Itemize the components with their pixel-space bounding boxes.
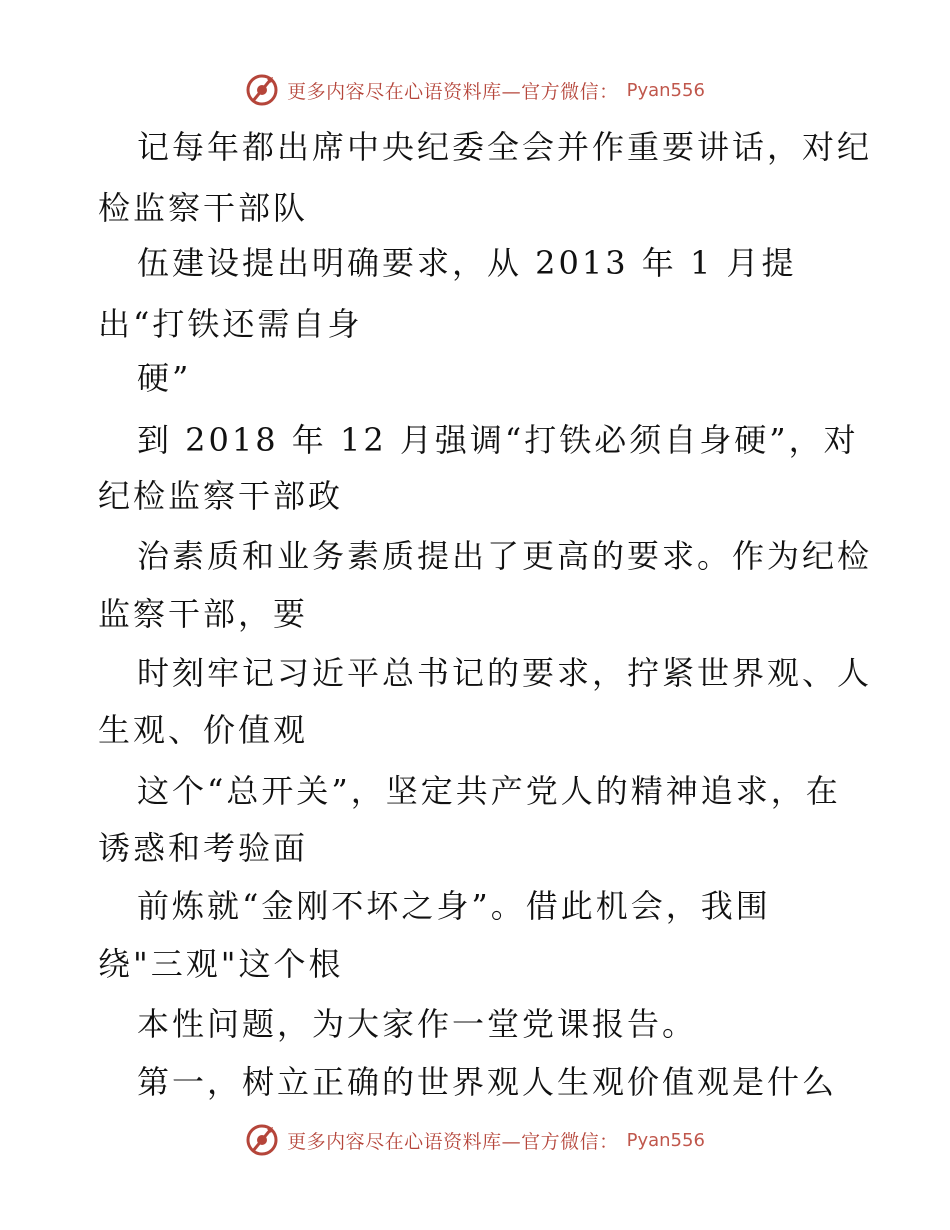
text-line: 出“打铁还需自身 [98,305,363,343]
text-line: 诱惑和考验面 [98,829,309,867]
text-line: 硬” [137,359,192,397]
watermark-text: 更多内容尽在心语资料库—官方微信： [287,1130,619,1153]
text-line: 记每年都出席中央纪委全会并作重要讲话，对纪 [137,128,873,166]
text-line: 这个“总开关”，坚定共产党人的精神追求，在 [137,772,841,810]
watermark-text: 更多内容尽在心语资料库—官方微信： [287,80,619,103]
text-line: 伍建设提出明确要求，从 2013 年 1 月提 [137,244,797,282]
text-line: 生观、价值观 [98,711,309,749]
text-line: 监察干部，要 [98,595,309,633]
watermark-wechat-id: Pyan556 [626,79,705,101]
text-line: 到 2018 年 12 月强调“打铁必须自身硬”，对 [137,421,859,459]
text-line: 检监察干部队 [98,189,309,227]
footer-watermark [0,1120,950,1160]
watermark-wechat-id: Pyan556 [626,1129,705,1151]
watermark-logo-icon [245,1123,279,1157]
text-line: 绕"三观"这个根 [98,945,344,983]
text-line: 前炼就“金刚不坏之身”。借此机会，我围 [137,887,771,925]
text-line: 第一，树立正确的世界观人生观价值观是什么 [137,1063,838,1101]
text-line: 治素质和业务素质提出了更高的要求。作为纪检 [137,537,873,575]
text-line: 纪检监察干部政 [98,477,344,515]
text-line: 时刻牢记习近平总书记的要求，拧紧世界观、人 [137,654,873,692]
text-line: 本性问题，为大家作一堂党课报告。 [137,1005,698,1043]
